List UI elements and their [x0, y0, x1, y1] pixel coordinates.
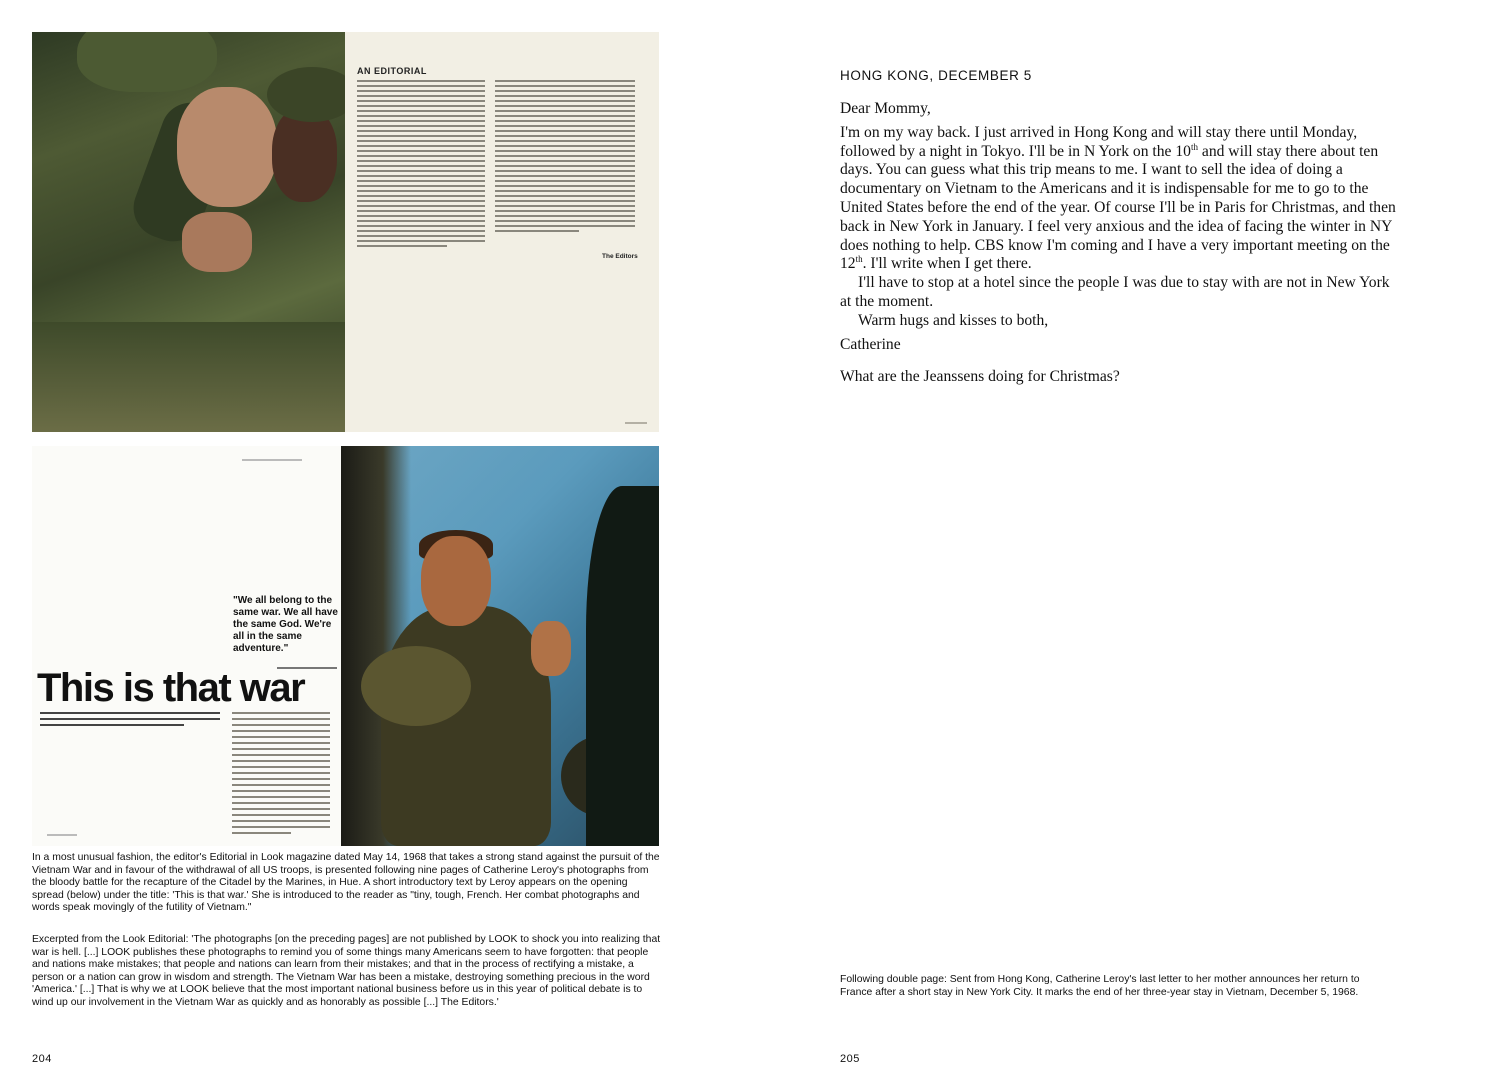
editorial-page [345, 32, 659, 432]
letter-closing: Warm hugs and kisses to both, [858, 311, 1049, 329]
soldier-resting-photo [341, 446, 659, 846]
editorial-title: AN EDITORIAL [357, 66, 427, 76]
opener-headline: This is that war [37, 666, 305, 710]
opener-quote: "We all belong to the same war. We all have the same God. We're all in the same adventure." [233, 595, 338, 654]
page-number-right: 205 [840, 1053, 860, 1065]
caption-editorial-excerpt: Excerpted from the Look Editorial: 'The photographs [on the preceding pages] are not published by LOOK to shock you into realizing that war is hell. [...] LOOK publishes these photographs to remind you of some things many Americans seem to have forgotten: that people and nations make mistakes; that people and nations can learn from their mistakes; and that in the process of rectifying a mistake, a person or a nation can grow in wisdom and strength. The Vietnam War has been a mistake, destroying something precious in the word 'America.' [...] That is why we at LOOK believe that the most important national business before us in this year of political debate is to wind up our involvement in the Vietnam War as quickly and as honorably as possible [...] The Editors.' [32, 934, 661, 1008]
editorial-column-2-text [495, 80, 635, 232]
opener-intro-text [40, 712, 220, 726]
letter-heading: HONG KONG, DECEMBER 5 [840, 68, 1032, 83]
letter-paragraph-1: I'm on my way back. I just arrived in Hong Kong and will stay there until Monday, followed by a night in Tokyo. I'll be in N York on the 10th and will stay there about ten days. You can guess what this trip means to me. I want to sell the idea of doing a documentary on Vietnam to the Americans and it is indispensable for me to go to the United States before the end of the year. Of course I'll be in Paris for Christmas, and then back in New York in January. I feel very anxious and the idea of facing the winter in NY does nothing to help. CBS know I'm coming and I have a very important meeting on the 12th. I'll write when I get there. [840, 123, 1396, 273]
caption-following-page: Following double page: Sent from Hong Kong, Catherine Leroy's last letter to her mother announces her return to France after a short stay in New York City. It marks the end of her three-year stay in Vietnam, December 5, 1968. [840, 974, 1360, 998]
soldiers-photo [32, 32, 345, 432]
letter-salutation: Dear Mommy, [840, 100, 931, 117]
letter-body [840, 100, 1400, 387]
editorial-folio-mark [625, 422, 647, 424]
letter-signature: Catherine [840, 335, 901, 353]
opener-column-text [232, 712, 330, 834]
opener-page [32, 446, 341, 846]
magazine-opening-spread-image [32, 446, 659, 846]
letter-postscript: What are the Jeanssens doing for Christmas? [840, 368, 1120, 386]
opener-folio-mark [47, 834, 77, 836]
editorial-signature: The Editors [602, 253, 638, 260]
caption-look-editorial: In a most unusual fashion, the editor's Editorial in Look magazine dated May 14, 1968 that takes a strong stand against the pursuit of the Vietnam War and in favour of the withdrawal of all US troops, is presented following nine pages of Catherine Leroy's photographs from the bloody battle for the recapture of the Citadel by the Marines, in Hue. A short introductory text by Leroy appears on the opening spread (below) under the title: 'This is that war.' She is introduced to the reader as "tiny, tough, French. Her combat photographs and words speak movingly of the futility of Vietnam." [32, 852, 660, 914]
page-number-left: 204 [32, 1053, 52, 1065]
editorial-column-1-text [357, 80, 485, 247]
letter-paragraph-2: I'll have to stop at a hotel since the people I was due to stay with are not in New York at the moment. [840, 274, 1390, 310]
magazine-editorial-spread-image [32, 32, 659, 432]
opener-top-marks [242, 459, 302, 461]
